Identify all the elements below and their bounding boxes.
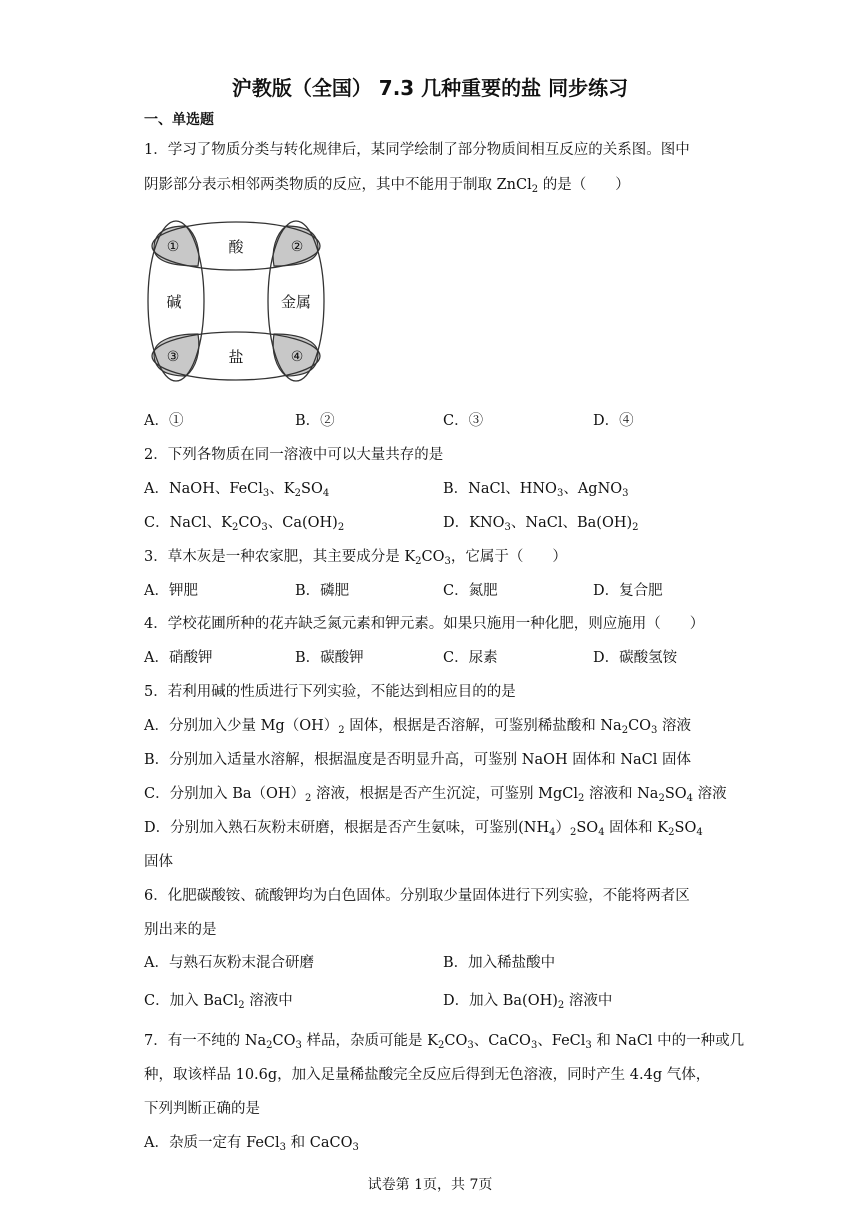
q2-option-a: A．NaOH、FeCl$_3$、$K_2SO_4$ xyxy=(144,481,330,499)
q7-stem-line2: 种，取该样品 10.6g，加入足量稀盐酸完全反应后得到无色溶液，同时产生 4.4g 气体， xyxy=(144,1067,711,1083)
q7-stem-line3: 下列判断正确的是 xyxy=(144,1101,260,1117)
diagram-num-1: ① xyxy=(166,239,180,255)
diagram-num-2: ② xyxy=(290,239,304,255)
q1-option-a: A．① xyxy=(144,413,184,429)
q6-option-b: B．加入稀盐酸中 xyxy=(443,955,556,971)
q6-option-c: C．加入 BaCl$_2$ 溶液中 xyxy=(144,993,293,1011)
q1-option-c: C．③ xyxy=(443,413,484,429)
q1-option-d: D．④ xyxy=(593,413,634,429)
q1-stem-line2: 阴影部分表示相邻两类物质的反应，其中不能用于制取 ZnCl$_2$ 的是（ ） xyxy=(144,177,630,195)
q7-stem-line1: 7．有一不纯的 $Na_2CO_3$ 样品，杂质可能是 $K_2CO_3$、CaCO$_3$、FeCl$_3$ 和 NaCl 中的一种或几 xyxy=(144,1033,745,1051)
q6-stem-line1: 6．化肥碳酸铵、硫酸钾均为白色固体。分别取少量固体进行下列实验，不能将两者区 xyxy=(144,888,690,904)
q1-stem-line1: 1．学习了物质分类与转化规律后，某同学绘制了部分物质间相互反应的关系图。图中 xyxy=(144,142,690,158)
q4-stem: 4．学校花圃所种的花卉缺乏氮元素和钾元素。如果只施用一种化肥，则应施用（ ） xyxy=(144,616,705,632)
q6-option-a: A．与熟石灰粉末混合研磨 xyxy=(144,955,314,971)
q3-option-a: A．钾肥 xyxy=(144,583,198,599)
q6-stem-line2: 别出来的是 xyxy=(144,922,217,938)
page-title: 沪教版（全国） 7.3 几种重要的盐 同步练习 xyxy=(231,76,629,100)
q5-option-c: C．分别加入 $Ba(OH)_2$ 溶液，根据是否产生沉淀，可鉴别 MgCl$_2$ 溶液和 $Na_2SO_4$ 溶液 xyxy=(144,786,727,804)
diagram-label-acid: 酸 xyxy=(228,238,244,256)
q2-option-c: C．NaCl、$K_2CO_3$、$Ca(OH)_2$ xyxy=(144,515,345,533)
q4-option-d: D．碳酸氢铵 xyxy=(593,650,678,666)
q7-option-a: A．杂质一定有 FeCl$_3$ 和 CaCO$_3$ xyxy=(144,1135,359,1153)
q3-option-c: C．氮肥 xyxy=(443,583,498,599)
q3-option-b: B．磷肥 xyxy=(295,583,350,599)
q3-option-d: D．复合肥 xyxy=(593,583,663,599)
q5-option-a: A．分别加入少量 $Mg(OH)_2$ 固体，根据是否溶解，可鉴别稀盐酸和 $Na_2CO_3$ 溶液 xyxy=(144,718,692,736)
diagram-num-4: ④ xyxy=(290,349,304,365)
q3-stem: 3．草木灰是一种农家肥，其主要成分是 $K_2CO_3$，它属于（ ） xyxy=(144,549,567,567)
diagram-label-metal: 金属 xyxy=(280,293,312,311)
q2-option-b: B．NaCl、$HNO_3$、AgNO$_3$ xyxy=(443,481,629,499)
q6-option-d: D．加入 $Ba(OH)_2$ 溶液中 xyxy=(443,993,613,1011)
section-heading: 一、单选题 xyxy=(144,112,214,128)
q1-option-b: B．② xyxy=(295,413,335,429)
reaction-diagram xyxy=(146,216,326,386)
q2-option-d: D．$KNO_3$、NaCl、$Ba(OH)_2$ xyxy=(443,515,639,533)
q5-stem: 5．若利用碱的性质进行下列实验，不能达到相应目的的是 xyxy=(144,684,516,700)
q4-option-b: B．碳酸钾 xyxy=(295,650,364,666)
q5-option-d-line1: D．分别加入熟石灰粉末研磨，根据是否产生氨味，可鉴别$(NH_4)_2SO_4$ 固体和 $K_2SO_4$ xyxy=(144,820,703,838)
q4-option-c: C．尿素 xyxy=(443,650,498,666)
page-footer: 试卷第 1页，共 7页 xyxy=(367,1177,493,1193)
diagram-num-3: ③ xyxy=(166,349,180,365)
diagram-label-base: 碱 xyxy=(166,293,182,311)
q4-option-a: A．硝酸钾 xyxy=(144,650,213,666)
diagram-label-salt: 盐 xyxy=(228,348,244,366)
q5-option-b: B．分别加入适量水溶解，根据温度是否明显升高，可鉴别 NaOH 固体和 NaCl 固体 xyxy=(144,752,692,768)
q5-option-d-line2: 固体 xyxy=(144,854,173,870)
q2-stem: 2．下列各物质在同一溶液中可以大量共存的是 xyxy=(144,447,444,463)
